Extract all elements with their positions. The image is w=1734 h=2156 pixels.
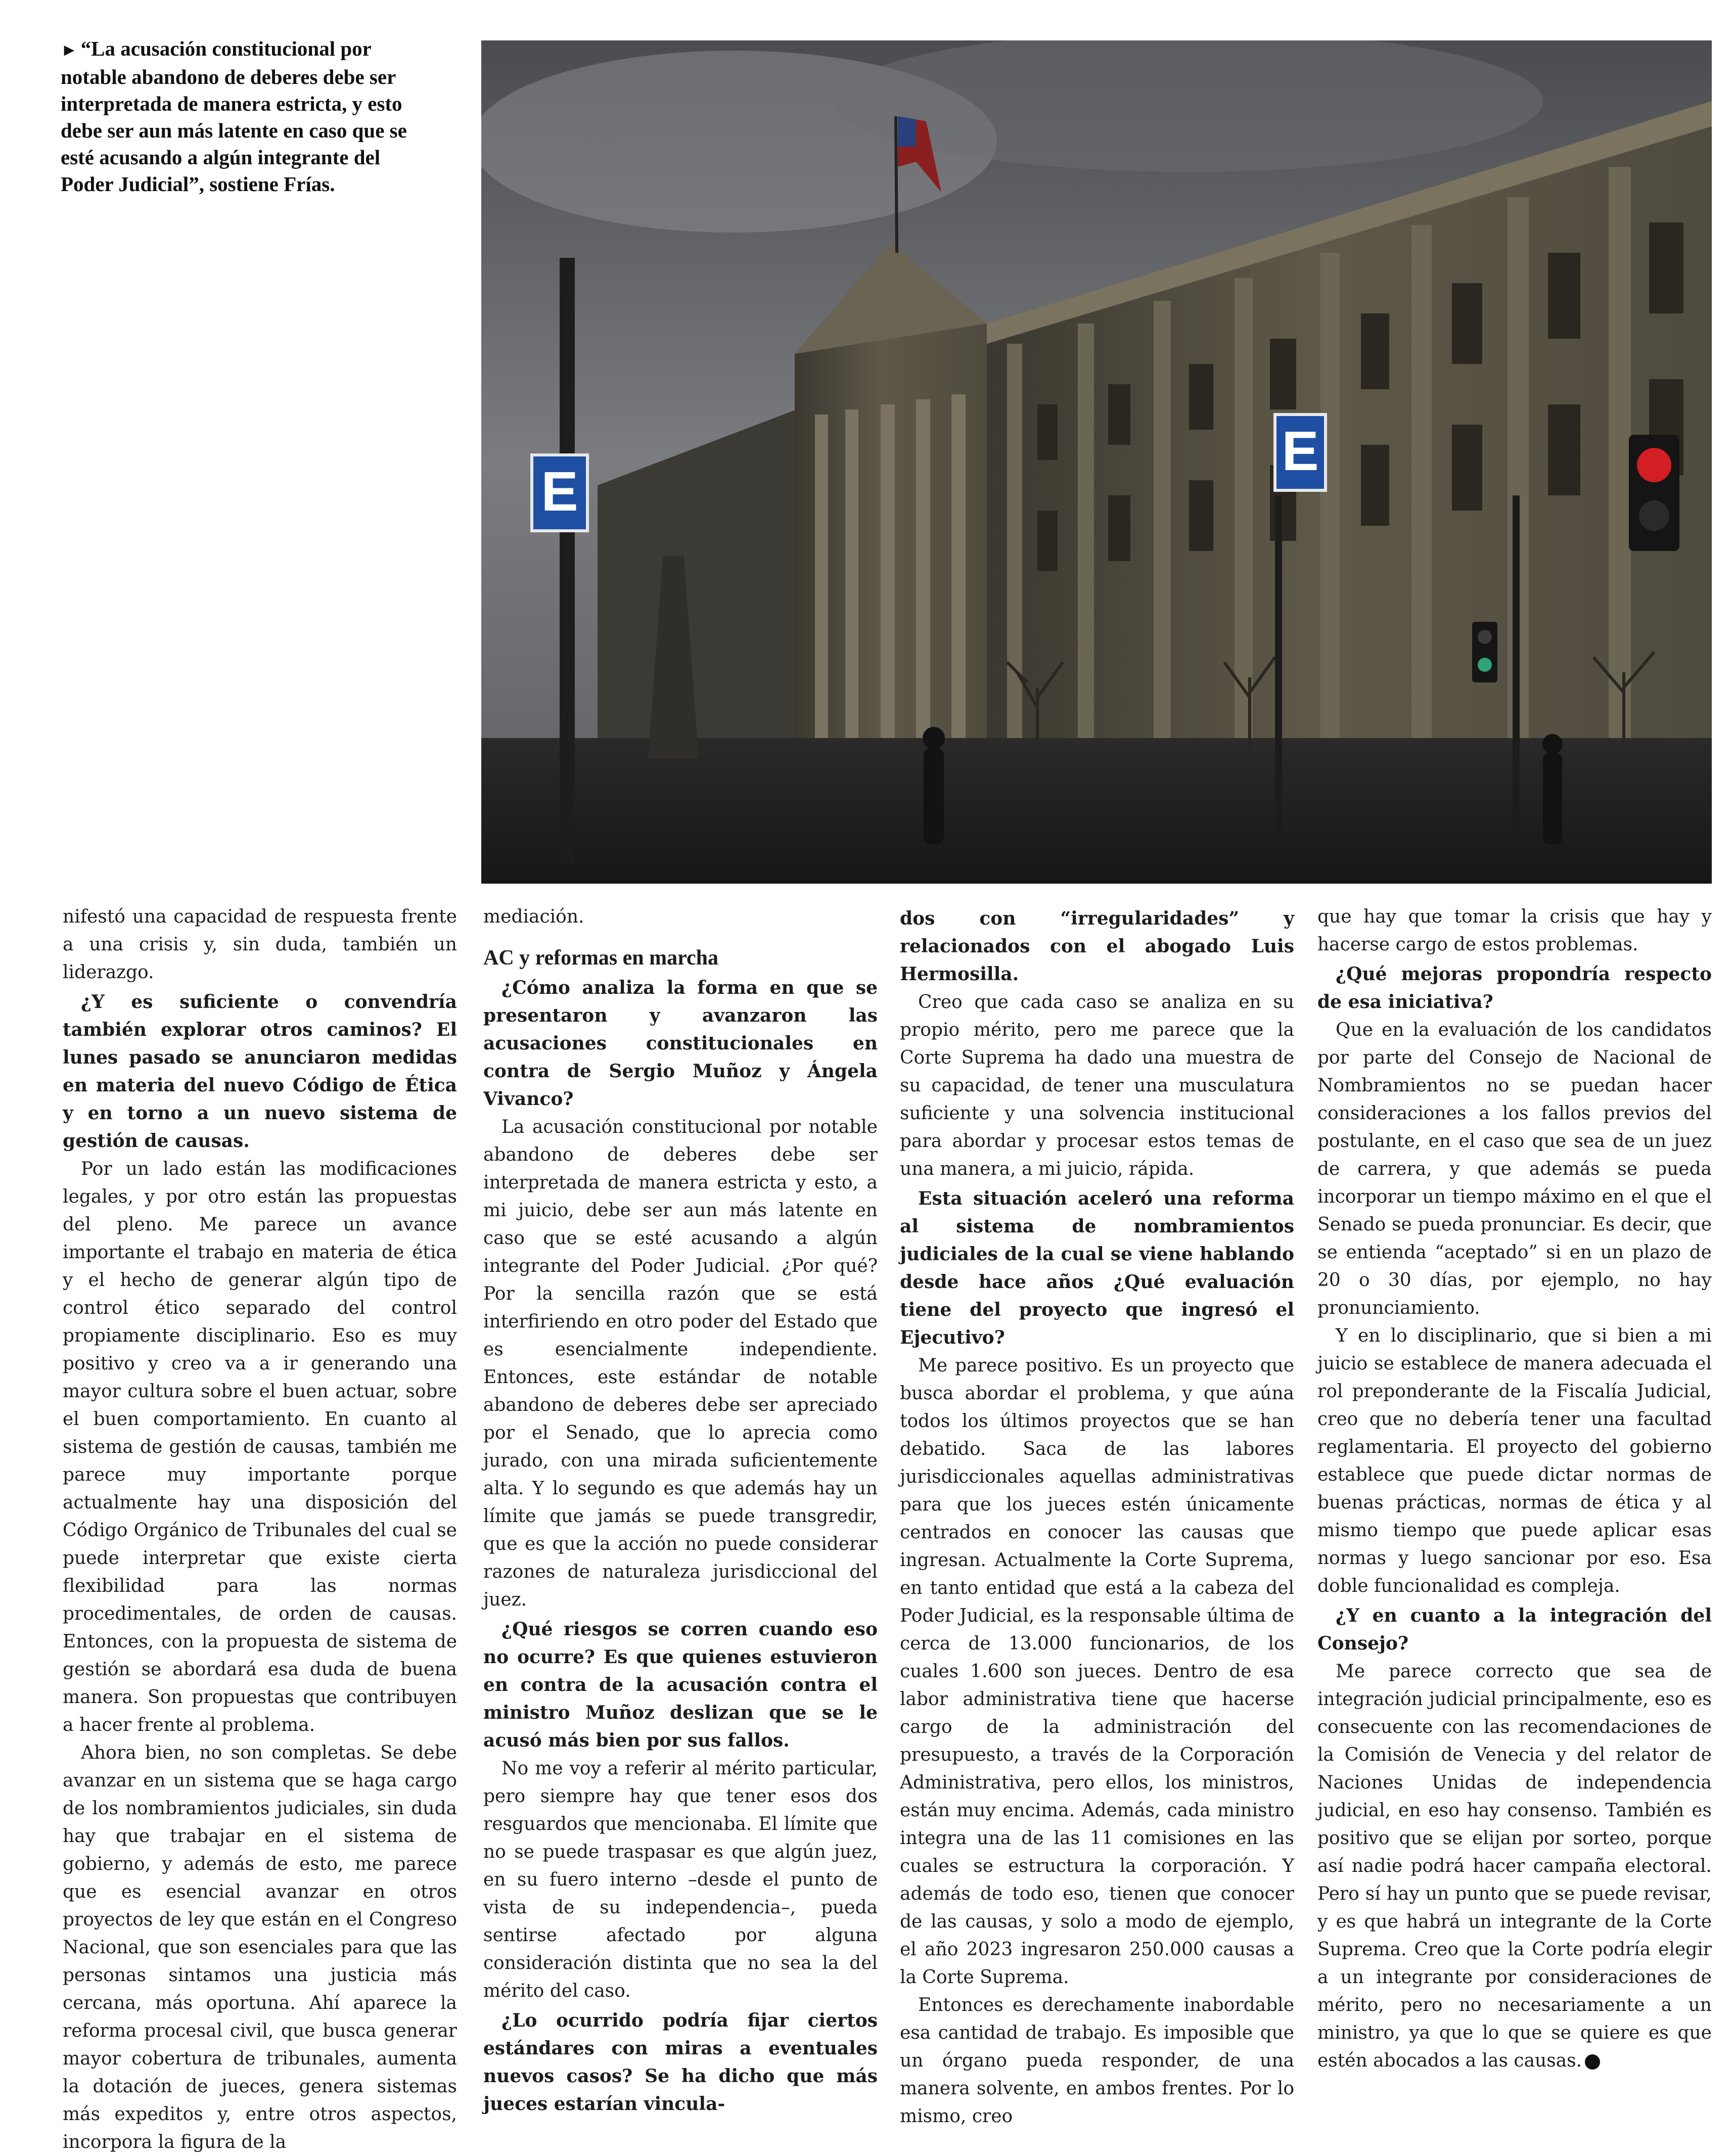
paragraph: Entonces es derechamente inabordable esa cantidad de trabajo. Es imposible que un órgano pueda responder, de una manera solvente, en ambos frentes. Por lo mismo, creo	[900, 1995, 1294, 2127]
paragraph: Creo que cada caso se analiza en su propio mérito, pero me parece que la Corte Suprema ha dado una muestra de su capacidad, de tener una musculatura suficiente y una solvencia institucional para abordar y procesar estos temas de una manera, a mi juicio, rápida.	[900, 992, 1294, 1179]
interview-question: Esta situación aceleró una reforma al sistema de nombramientos judiciales de la cual se viene hablando desde hace años ¿Qué evaluación tiene del proyecto que ingresó el Ejecutivo?	[900, 1188, 1294, 1348]
section-heading: AC y reformas en marcha	[483, 946, 719, 970]
article-column-3	[900, 903, 1294, 2130]
parking-sign-left-label: E	[541, 461, 578, 523]
street	[481, 738, 1712, 884]
paragraph: mediación.	[483, 906, 584, 927]
paragraph: nifestó una capacidad de respuesta frente a una crisis y, sin duda, también un liderazgo.	[63, 906, 457, 983]
traffic-light-right	[1629, 435, 1679, 551]
parking-sign-right	[1275, 415, 1326, 490]
interview-question: ¿Lo ocurrido podría fijar ciertos estándares con miras a eventuales nuevos casos? Se ha dicho que más jueces estarían vincula-	[483, 2010, 878, 2115]
end-of-article-icon	[1585, 2054, 1600, 2070]
interview-question: ¿Y es suficiente o convendría también explorar otros caminos? El lunes pasado se anunciaron medidas en materia del nuevo Código de Ética y en torno a un nuevo sistema de gestión de causas.	[63, 991, 457, 1152]
paragraph: Por un lado están las modificaciones legales, y por otro están las propuestas del pleno. Me parece un avance importante el trabajo en materia de ética y el hecho de generar algún tipo de control ético separado del control propiamente disciplinario. Eso es muy positivo y creo va a ir generando una mayor cultura sobre el buen actuar, sobre el buen comportamiento. En cuanto al sistema de gestión de causas, también me parece muy importante porque actualmente hay una disposición del Código Orgánico de Tribunales del cual se puede interpretar que existe cierta flexibilidad para las normas procedimentales, de orden de causas. Entonces, con la propuesta de sistema de gestión se abordará esa duda de buena manera. Son propuestas que contribuyen a hacer frente al problema.	[63, 1159, 457, 1735]
interview-question: dos con “irregularidades” y relacionados con el abogado Luis Hermosilla.	[900, 908, 1294, 985]
traffic-light-small	[1472, 622, 1497, 682]
paragraph: Y en lo disciplinario, que si bien a mi juicio se establece de manera adecuada el rol preponderante de la Fiscalía Judicial, creo que no debería tener una facultad reglamentaria. El proyecto del gobierno establece que puede dictar normas de buenas prácticas, normas de ética y al mismo tiempo que puede aplicar esas normas y luego sancionar por eso. Esa doble funcionalidad es compleja.	[1317, 1325, 1712, 1596]
parking-sign-right-label: E	[1282, 420, 1319, 482]
courthouse-photo	[481, 40, 1712, 884]
interview-question: ¿Cómo analiza la forma en que se presentaron y avanzaron las acusaciones constitucionales en contra de Sergio Muñoz y Ángela Vivanco?	[483, 977, 878, 1110]
interview-question: ¿Qué riesgos se corren cuando eso no ocurre? Es que quienes estuvieron en contra de la acusación contra el ministro Muñoz deslizan que se le acusó más bien por sus fallos.	[483, 1619, 878, 1751]
paragraph: La acusación constitucional por notable abandono de deberes debe ser interpretada de manera estricta y esto, a mi juicio, debe ser aun más latente en caso que se esté acusando a algún integrante del Poder Judicial. ¿Por qué? Por la sencilla razón que se está interfiriendo en otro poder del Estado que es esencialmente independiente. Entonces, este estándar de notable abandono de deberes debe ser apreciado por el Senado, que lo aprecia como jurado, con una mirada suficientemente alta. Y lo segundo es que además hay un límite que jamás se puede transgredir, que es que la acción no puede considerar razones de naturaleza jurisdiccional del juez.	[483, 1117, 878, 1610]
caption-text: “La acusación constitucional por notable abandono de deberes debe ser interpretada de manera estricta, y esto debe ser aun más latente en caso que se esté acusando a algún integrante del Poder Judicial”, sostiene Frías.	[61, 37, 407, 196]
photo-caption	[61, 35, 435, 198]
paragraph: Ahora bien, no son completas. Se debe avanzar en un sistema que se haga cargo de los nombramientos judiciales, sin duda hay que trabajar en el sistema de gobierno, y además de esto, me parece que es esencial avanzar en otros proyectos de ley que están en el Congreso Nacional, que son esenciales para que las personas sintamos una justicia más cercana, más oportuna. Ahí aparece la reforma procesal civil, que busca generar mayor cobertura de tribunales, aumenta la dotación de jueces, genera sistemas más expeditos y, entre otros aspectos, incorpora la figura de la	[63, 1742, 457, 2152]
interview-question: ¿Y en cuanto a la integración del Consejo?	[1317, 1605, 1712, 1654]
article-column-4	[1317, 903, 1712, 2075]
caption-arrow-icon: ►	[61, 41, 78, 60]
paragraph: que hay que tomar la crisis que hay y hacerse cargo de estos problemas.	[1317, 906, 1712, 955]
paragraph-final	[1317, 1658, 1712, 2075]
article-column-2	[483, 903, 878, 2118]
article-column-1	[63, 903, 457, 2156]
paragraph: Me parece positivo. Es un proyecto que busca abordar el problema, y que aúna todos los últimos proyectos que se han debatido. Saca de las labores jurisdiccionales aquellas administrativas para que los jueces estén únicamente centrados en conocer las causas que ingresan. Actualmente la Corte Suprema, en tanto entidad que está a la cabeza del Poder Judicial, es la responsable última de cerca de 13.000 funcionarios, de los cuales 1.600 son jueces. Dentro de esa labor administrativa tiene que hacerse cargo de la administración del presupuesto, a través de la Corporación Administrativa, pero ellos, los ministros, están muy encima. Además, cada ministro integra una de las 11 comisiones en las cuales se estructura la corporación. Y además de todo eso, tienen que conocer de las causas, y solo a modo de ejemplo, el año 2023 ingresaron 250.000 causas a la Corte Suprema.	[900, 1355, 1294, 1988]
parking-sign-left	[532, 455, 587, 531]
interview-question: ¿Qué mejoras propondría respecto de esa iniciativa?	[1317, 964, 1712, 1013]
courthouse-photo-graphic	[481, 40, 1712, 884]
paragraph: Que en la evaluación de los candidatos por parte del Consejo de Nacional de Nombramientos no se puedan hacer consideraciones a los fallos previos del postulante, en el caso que sea de un juez de carrera, y que además se pueda incorporar un tiempo máximo en el que el Senado se pueda pronunciar. Es decir, que se entienda “aceptado” si en un plazo de 20 o 30 días, por ejemplo, no hay pronunciamiento.	[1317, 1020, 1712, 1318]
paragraph-text: Me parece correcto que sea de integración judicial principalmente, eso es consecuente con las recomendaciones de la Comisión de Venecia y del relator de Naciones Unidas de independencia judicial, en eso hay consenso. También es positivo que se elijan por sorteo, porque así nadie podrá hacer campaña electoral. Pero sí hay un punto que se puede revisar, y es que habrá un integrante de la Corte Suprema. Creo que la Corte podría elegir a un integrante por consideraciones de mérito, pero no necesariamente a un ministro, ya que lo que se quiere es que estén abocados a las causas.	[1317, 1661, 1712, 2071]
paragraph: No me voy a referir al mérito particular, pero siempre hay que tener esos dos resguardos que mencionaba. El límite que no se puede traspasar es que algún juez, en su fuero interno –desde el punto de vista de su independencia–, pueda sentirse afectado por alguna consideración distinta que no sea la del mérito del caso.	[483, 1758, 878, 2001]
